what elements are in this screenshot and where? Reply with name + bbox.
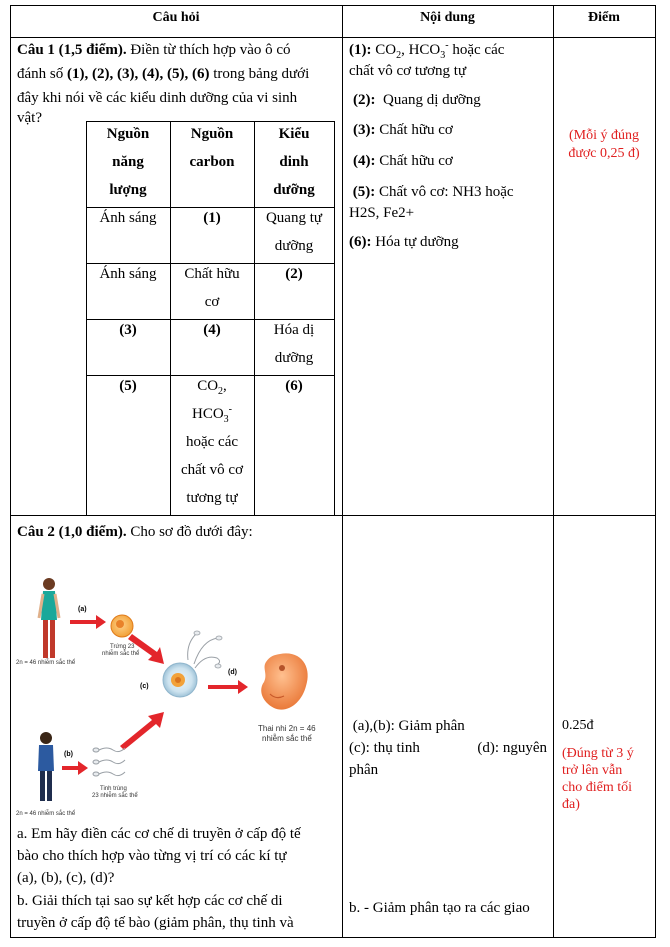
sperm-caption-2: 23 nhiễm sắc thể [92, 793, 138, 799]
q1-line-4: vật? [17, 110, 42, 126]
q1-title: Câu 1 (1,5 điểm). [17, 42, 127, 58]
cell-r1-c3: Quang tự dưỡng [265, 210, 323, 254]
label-a: (a) [78, 606, 87, 613]
table-border-right [655, 5, 656, 938]
father-figure-icon [38, 732, 54, 801]
sperm-caption-1: Tinh trùng [100, 786, 127, 792]
q2-part-b: b. Giải thích tại sao sự kết hợp các cơ chế di truyền ở cấp độ tế bào (giảm phân, thụ tinh và [17, 893, 294, 931]
header-score: Điểm [588, 10, 620, 25]
egg-caption-2: nhiễm sắc thể [102, 651, 140, 657]
father-caption: 2n = 46 nhiễm sắc thể [16, 811, 76, 817]
arrow-d-icon [208, 680, 248, 694]
cell-r2-c1: Ánh sáng [99, 266, 157, 282]
column-divider-1 [342, 5, 343, 938]
table-border-top [10, 5, 655, 6]
q2-score: 0.25đ [562, 718, 594, 733]
table-border-left [10, 5, 11, 938]
label-d: (d) [228, 669, 237, 676]
mother-caption: 2n = 46 nhiễm sắc thể [16, 660, 76, 666]
arrow-b-icon [62, 761, 88, 775]
embryo-caption-1: Thai nhi 2n = 46 [258, 724, 316, 733]
cell-r3-c1: (3) [119, 322, 137, 338]
q1-line-3: đây khi nói về các kiểu dinh dưỡng của vi sinh [17, 90, 298, 106]
header-content: Nội dung [420, 10, 475, 25]
q2-answer-a: (a),(b): Giảm phân (c): thụ tinh (d): nguyên phân [349, 718, 547, 778]
embryo-icon [261, 653, 307, 709]
cell-r4-c2: $CO_2$, $HCO_3^-$ hoặc các chất vô cơ tương tự [180, 378, 244, 506]
q2-answer-b: b. - Giảm phân tạo ra các giao [349, 900, 530, 916]
q2-score-note: (Đúng từ 3 ý trở lên vẫn cho điểm tối đa) [562, 746, 634, 812]
cell-r3-c2: (4) [203, 322, 221, 338]
q1-score: (Mỗi ý đúng được 0,25 đ) [568, 128, 640, 161]
q2-title: Câu 2 (1,0 điểm). [17, 524, 127, 540]
sperm-cells-icon [93, 748, 125, 776]
embryo-caption-2: nhiễm sắc thể [262, 734, 312, 743]
q2-part-a: a. Em hãy điền các cơ chế di truyền ở cấp độ tế bào cho thích hợp vào từng vị trí có các kí tự (a), (b), (c), (d)? [17, 826, 301, 886]
arrow-sperm-zygote-icon [120, 712, 164, 750]
arrow-a-icon [70, 615, 106, 629]
q1-answer-3: (3): Chất hữu cơ [353, 122, 453, 138]
q2-line-1: Câu 2 (1,0 điểm). Cho sơ đồ dưới đây: [17, 524, 253, 540]
cell-r2-c3: (2) [285, 266, 303, 282]
th-carbon: Nguồn carbon [189, 126, 235, 170]
table-border-bottom [10, 937, 655, 938]
q1-answer-2: (2): Quang dị dưỡng [353, 92, 481, 108]
row-divider [10, 515, 655, 516]
q1-line-1: Câu 1 (1,5 điểm). Điền từ thích hợp vào ô có [17, 42, 291, 58]
label-b: (b) [64, 751, 73, 758]
label-c: (c) [140, 683, 149, 690]
cell-r3-c3: Hóa dị dưỡng [273, 322, 315, 366]
q1-answer-1: (1): $CO_2$, $HCO_3^-$ hoặc các chất vô cơ tương tự [349, 40, 505, 79]
cell-r4-c1: (5) [119, 378, 137, 394]
q1-answer-6: (6): Hóa tự dưỡng [349, 234, 459, 250]
th-energy: Nguồn năng lượng [106, 126, 150, 198]
column-divider-2 [553, 5, 554, 938]
q1-answer-5: (5): Chất vô cơ: NH3 hoặc H2S, Fe2+ [349, 184, 514, 221]
mother-figure-icon [39, 578, 59, 658]
cell-r2-c2: Chất hữu cơ [184, 266, 240, 310]
q1-answer-4: (4): Chất hữu cơ [353, 153, 453, 169]
q1-line-2: đánh số (1), (2), (3), (4), (5), (6) trong bảng dưới [17, 66, 310, 82]
cell-r1-c1: Ánh sáng [99, 210, 157, 226]
cell-r4-c3: (6) [285, 378, 303, 394]
header-question: Câu hỏi [152, 10, 200, 25]
cell-r1-c2: (1) [203, 210, 221, 226]
egg-caption-1: Trứng 23 [110, 644, 135, 650]
th-nutrition-type: Kiểu dinh dưỡng [273, 126, 315, 198]
